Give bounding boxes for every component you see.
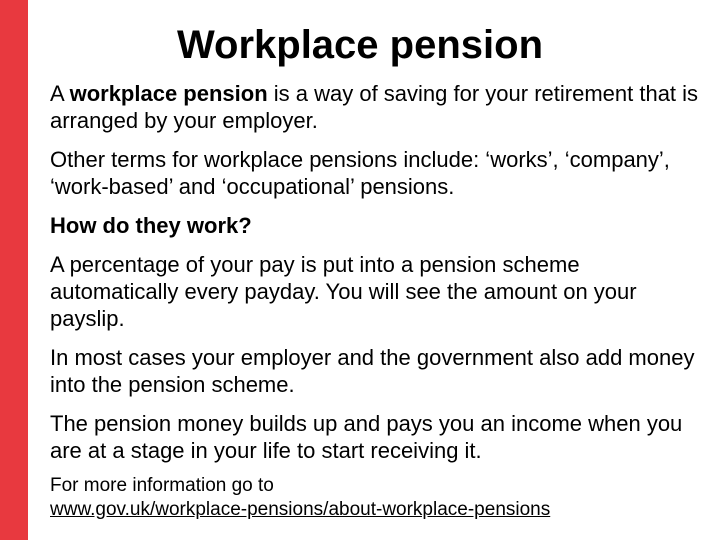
other-terms-paragraph: Other terms for workplace pensions include: ‘works’, ‘company’, ‘work-based’ and ‘occupational’ pensions. bbox=[50, 147, 670, 199]
intro-bold-term: workplace pension bbox=[69, 81, 268, 106]
question-heading: How do they work? bbox=[50, 213, 252, 238]
accent-bar bbox=[0, 0, 28, 540]
intro-prefix: A bbox=[50, 81, 70, 106]
employer-paragraph: In most cases your employer and the government also add money into the pension scheme. bbox=[50, 345, 695, 397]
intro-paragraph bbox=[50, 80, 710, 134]
more-info-paragraph bbox=[50, 474, 710, 522]
intro-suffix: is a way of saving for your retirement that is arranged by your employer. bbox=[50, 81, 699, 133]
more-info-text: For more information go to bbox=[50, 475, 274, 496]
slide-content bbox=[50, 80, 710, 522]
income-paragraph: The pension money builds up and pays you an income when you are at a stage in your life to start receiving it. bbox=[50, 411, 683, 463]
more-info-link[interactable]: www.gov.uk/workplace-pensions/about-workplace-pensions bbox=[50, 499, 551, 520]
page-title: Workplace pension bbox=[176, 23, 543, 67]
percentage-paragraph: A percentage of your pay is put into a pension scheme automatically every payday. You will see the amount on your payslip. bbox=[50, 252, 637, 331]
